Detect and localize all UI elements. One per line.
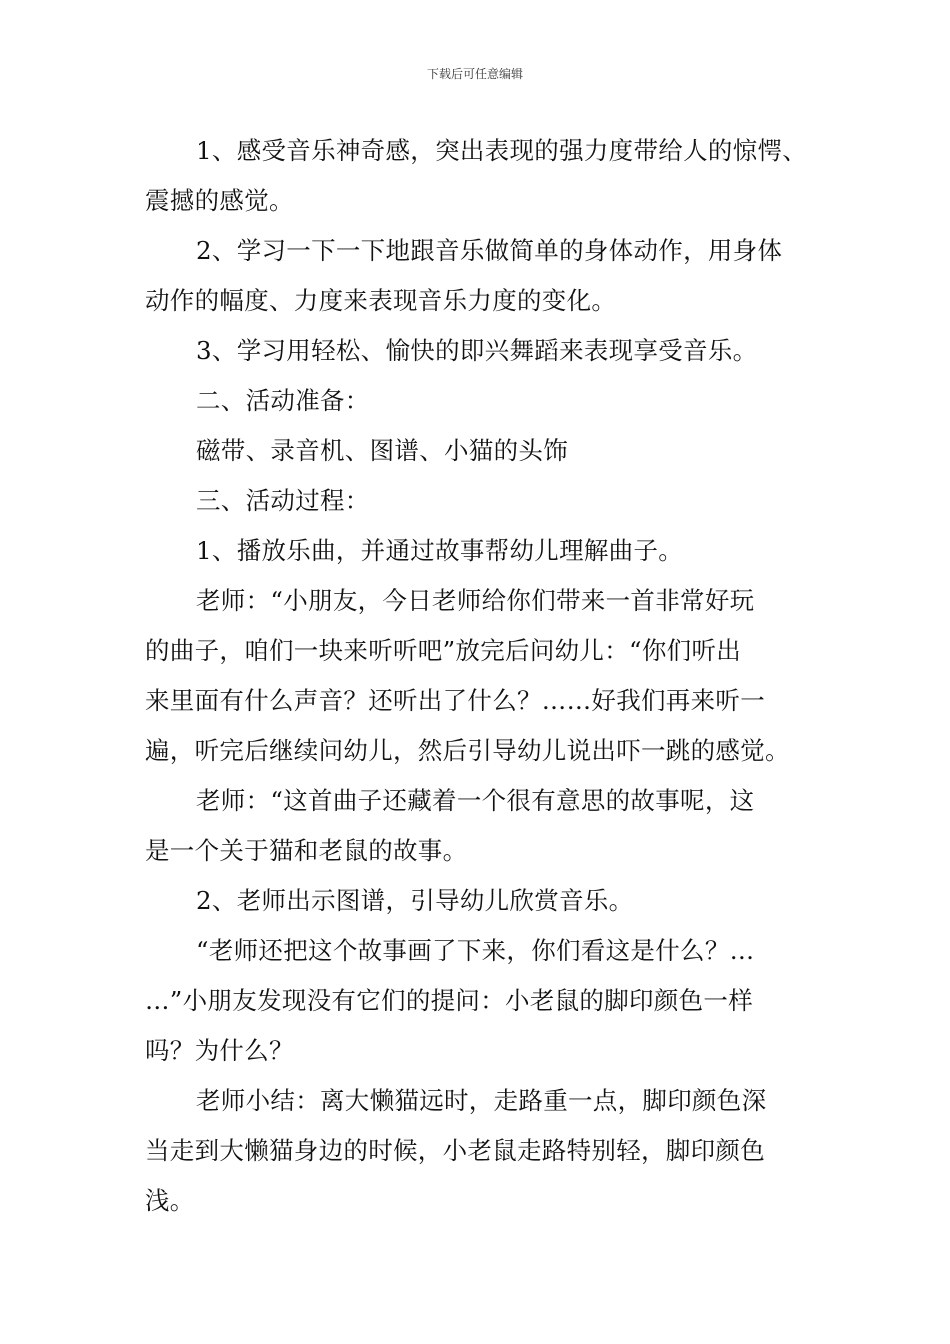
text-line: 的曲子，咱们一块来听听吧”放完后问幼儿：“你们听出 <box>145 636 742 665</box>
document-body <box>145 126 807 1226</box>
text-line: 1、感受音乐神奇感，突出表现的强力度带给人的惊愕、 <box>196 136 808 165</box>
text-line: …”小朋友发现没有它们的提问：小老鼠的脚印颜色一样 <box>145 986 754 1015</box>
text-line: 浅。 <box>145 1186 195 1215</box>
text-line: 2、学习一下一下地跟音乐做简单的身体动作，用身体 <box>196 236 783 265</box>
text-line: 当走到大懒猫身边的时候，小老鼠走路特别轻，脚印颜色 <box>145 1136 765 1165</box>
text-line: 3、学习用轻松、愉快的即兴舞蹈来表现享受音乐。 <box>196 336 758 365</box>
text-line: 2、老师出示图谱，引导幼儿欣赏音乐。 <box>196 886 634 915</box>
text-line: 震撼的感觉。 <box>145 186 294 215</box>
text-line: 磁带、录音机、图谱、小猫的头饰 <box>196 436 568 465</box>
text-line: 遍，听完后继续问幼儿，然后引导幼儿说出吓一跳的感觉。 <box>145 736 790 765</box>
text-line: 1、播放乐曲，并通过故事帮幼儿理解曲子。 <box>196 536 684 565</box>
text-line: 吗？为什么？ <box>145 1036 294 1065</box>
text-line: 来里面有什么声音？还听出了什么？……好我们再来听一 <box>145 686 765 715</box>
text-line: “老师还把这个故事画了下来，你们看这是什么？… <box>196 936 755 965</box>
page-header-note: 下载后可任意编辑 <box>426 67 523 81</box>
text-line: 老师小结：离大懒猫远时，走路重一点，脚印颜色深 <box>196 1086 767 1115</box>
text-line: 老师：“小朋友，今日老师给你们带来一首非常好玩 <box>196 586 755 615</box>
text-line: 老师：“这首曲子还藏着一个很有意思的故事呢，这 <box>196 786 755 815</box>
text-line: 动作的幅度、力度来表现音乐力度的变化。 <box>145 286 617 315</box>
text-line: 三、活动过程： <box>196 486 370 515</box>
text-line: 二、活动准备： <box>196 386 370 415</box>
text-line: 是一个关于猫和老鼠的故事。 <box>145 836 468 865</box>
